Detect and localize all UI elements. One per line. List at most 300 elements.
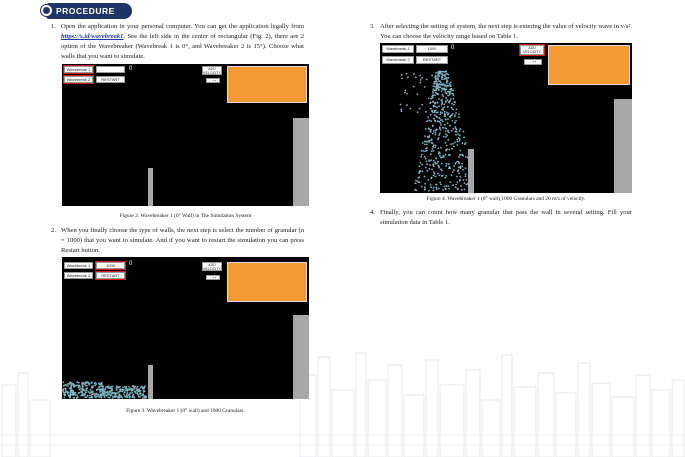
velocity-plus[interactable]: ++ [532, 60, 537, 64]
granular-particle [102, 389, 104, 391]
granular-particle [459, 130, 461, 132]
granular-particle [457, 133, 459, 135]
granular-particle [436, 129, 438, 131]
granular-particle [433, 160, 435, 162]
granular-particle [452, 93, 454, 95]
granular-particle [460, 154, 462, 156]
granular-particle [463, 179, 465, 181]
granular-particle [441, 104, 443, 106]
granular-particle [463, 131, 465, 133]
granular-particle [93, 393, 95, 395]
wavebreak-1-button[interactable]: Wavebreak 1 [64, 66, 93, 73]
granular-particle [435, 72, 437, 74]
granular-particle [444, 142, 446, 144]
simulation-screenshot-fig4 [380, 43, 632, 193]
granular-particle [435, 184, 437, 186]
granular-particle [446, 93, 448, 95]
granular-particle [433, 187, 435, 189]
granular-particle [453, 169, 455, 171]
granular-particle [441, 109, 443, 111]
granular-particle [421, 150, 423, 152]
section-header-label: PROCEDURE [56, 6, 115, 16]
granular-particle [433, 163, 435, 165]
granular-particle [438, 74, 440, 76]
granular-particle [434, 102, 436, 104]
header-bullet-icon [41, 5, 52, 16]
granular-particle [426, 141, 428, 143]
granular-particle [99, 394, 101, 396]
pass-counter: 0 [451, 45, 455, 51]
granular-particle [445, 175, 447, 177]
granular-particle [407, 76, 409, 78]
granular-particle [432, 142, 434, 144]
granular-particle [116, 389, 118, 391]
restart-button[interactable]: RESTART [416, 56, 448, 64]
granular-particle [91, 397, 93, 399]
granular-particle [78, 387, 80, 389]
granular-particle [84, 383, 86, 385]
granular-particle [442, 83, 444, 85]
granular-particle [433, 190, 435, 192]
granular-particle [440, 184, 442, 186]
granular-particle [438, 80, 440, 82]
granular-particle [97, 388, 99, 390]
granular-particle [122, 387, 124, 389]
granular-particle [441, 99, 443, 101]
granular-particle [431, 138, 433, 140]
granular-particle [455, 134, 457, 136]
granular-particle [438, 137, 440, 139]
granular-particle [63, 397, 65, 399]
granular-particle [65, 384, 67, 386]
granular-particle [436, 81, 438, 83]
wavebreak-2-button[interactable]: Wavebreak 2 [382, 56, 414, 64]
granular-particle [445, 150, 447, 152]
granular-particle [434, 114, 436, 116]
granular-particle [453, 165, 455, 167]
granular-particle [67, 393, 69, 395]
granular-particle [445, 128, 447, 130]
granular-particle [439, 182, 441, 184]
granular-particle [103, 392, 105, 394]
granular-particle [447, 130, 449, 132]
granular-particle [446, 163, 448, 165]
granular-particle [139, 393, 141, 395]
granular-particle [439, 152, 441, 154]
granular-particle [439, 175, 441, 177]
granular-particle [456, 144, 458, 146]
granular-particle [400, 109, 402, 111]
wavebreak-2-button[interactable]: Wavebreak 2 [64, 76, 93, 83]
granular-particle [70, 394, 72, 396]
granular-particle [406, 93, 408, 95]
granular-particle [435, 110, 437, 112]
velocity-stepper[interactable] [206, 78, 220, 83]
granular-particle [445, 188, 447, 190]
granular-particle [455, 120, 457, 122]
granular-particle [449, 92, 451, 94]
granular-particle [420, 170, 422, 172]
granular-particle [139, 396, 141, 398]
granular-particle [440, 71, 442, 73]
granular-particle [129, 392, 131, 394]
granular-particle [108, 391, 110, 393]
granular-particle [454, 122, 456, 124]
add-velocity-label-2: VELOCITY [523, 50, 541, 55]
granular-particle [444, 85, 446, 87]
granular-particle [441, 88, 443, 90]
restart-button[interactable]: RESTART [96, 272, 125, 279]
wavebreak-1-button[interactable]: Wavebreak 1 [64, 262, 93, 269]
granular-particle [450, 93, 452, 95]
granular-particle [404, 92, 406, 94]
granular-particle [444, 186, 446, 188]
granular-particle [460, 166, 462, 168]
granular-particle [431, 177, 433, 179]
granular-particle [424, 144, 426, 146]
velocity-plus[interactable]: ++ [212, 276, 217, 280]
granular-particle [430, 114, 432, 116]
granular-particle [458, 163, 460, 165]
granular-particle [430, 184, 432, 186]
granular-particle [446, 77, 448, 79]
granular-particle [101, 393, 103, 395]
granular-particle [424, 156, 426, 158]
granular-particle [438, 188, 440, 190]
granular-particle [421, 77, 423, 79]
granular-particle [123, 393, 125, 395]
granular-particle [443, 106, 445, 108]
granular-particle [417, 177, 419, 179]
step-2 [51, 226, 304, 256]
granular-particle [410, 108, 412, 110]
granular-particle [426, 160, 428, 162]
right-boundary-wall [293, 118, 309, 206]
granular-particle [442, 94, 444, 96]
granular-particle [126, 393, 128, 395]
granular-particle [461, 166, 463, 168]
granular-particle [447, 122, 449, 124]
velocity-minus[interactable]: - [209, 79, 211, 83]
granular-particle [449, 149, 451, 151]
granular-particle [431, 169, 433, 171]
granular-particle [465, 179, 467, 181]
granular-particle [96, 393, 98, 395]
pass-counter: 0 [129, 66, 133, 72]
granular-particle [432, 125, 434, 127]
granular-particle [445, 101, 447, 103]
granular-particle [443, 156, 445, 158]
granular-particle [448, 167, 450, 169]
granular-particle [451, 90, 453, 92]
granular-particle [142, 394, 144, 396]
granular-particle [444, 75, 446, 77]
granular-particle [430, 108, 432, 110]
granular-particle [453, 104, 455, 106]
step-number: 4. [370, 209, 375, 216]
granular-particle [143, 390, 145, 392]
granular-particle [457, 141, 459, 143]
granular-particle [441, 84, 443, 86]
granular-particle [447, 95, 449, 97]
granular-particles [62, 257, 309, 399]
granular-particle [436, 116, 438, 118]
granular-particle [70, 387, 72, 389]
wavebreaker-wall [148, 365, 153, 399]
granular-particle [413, 73, 415, 75]
granular-particle [103, 396, 105, 398]
granular-particle [112, 397, 114, 399]
granular-particle [431, 150, 433, 152]
granular-particle [464, 182, 466, 184]
velocity-minus[interactable]: - [529, 60, 531, 64]
granular-particle [434, 173, 436, 175]
granular-particle [406, 104, 408, 106]
granular-particle [436, 106, 438, 108]
step-number: 2. [51, 227, 56, 234]
granular-particle [446, 99, 448, 101]
granular-particle [449, 90, 451, 92]
granular-particle [130, 388, 132, 390]
granular-particle [447, 185, 449, 187]
wavebreak-1-button[interactable]: Wavebreak 1 [382, 45, 414, 53]
granular-particle [424, 150, 426, 152]
granular-particle [425, 158, 427, 160]
granular-particle [448, 101, 450, 103]
granular-particle [119, 388, 121, 390]
granular-particle [452, 120, 454, 122]
granular-count-input[interactable] [96, 66, 125, 73]
velocity-minus[interactable]: - [209, 276, 211, 280]
granular-particle [458, 169, 460, 171]
granular-particle [134, 391, 136, 393]
granular-particle [420, 79, 422, 81]
granular-particle [438, 98, 440, 100]
granular-particle [446, 185, 448, 187]
granular-particle [95, 383, 97, 385]
granular-particle [428, 120, 430, 122]
granular-particle [122, 389, 124, 391]
granular-particle [437, 173, 439, 175]
granular-particle [105, 388, 107, 390]
app-link[interactable]: https://s.id/wavebreak1 [61, 32, 124, 40]
add-velocity-button[interactable] [202, 66, 222, 75]
granular-particle [440, 122, 442, 124]
granular-particle [420, 156, 422, 158]
granular-particle [124, 386, 126, 388]
granular-particle [87, 395, 89, 397]
granular-particle [436, 187, 438, 189]
granular-particle [437, 77, 439, 79]
granular-particle [440, 147, 442, 149]
wavebreaker-wall [468, 149, 474, 193]
granular-particle [140, 394, 142, 396]
granular-particle [458, 113, 460, 115]
granular-particle [458, 167, 460, 169]
granular-particle [124, 391, 126, 393]
wavebreak-2-button[interactable]: Wavebreak 2 [64, 272, 93, 279]
granular-particle [462, 142, 464, 144]
granular-particle [434, 161, 436, 163]
granular-particle [441, 90, 443, 92]
granular-particle [99, 391, 101, 393]
granular-particle [451, 148, 453, 150]
granular-particle [80, 395, 82, 397]
granular-particle [451, 130, 453, 132]
granular-particle [455, 162, 457, 164]
step-1 [51, 22, 304, 62]
granular-particle [442, 189, 444, 191]
granular-particle [454, 114, 456, 116]
granular-particle [435, 120, 437, 122]
granular-particle [433, 86, 435, 88]
step-4 [370, 208, 632, 228]
granular-particle [400, 104, 402, 106]
granular-particle [108, 397, 110, 399]
granular-particle [447, 118, 449, 120]
add-velocity-label-1: ADD [208, 263, 216, 267]
granular-particle [76, 394, 78, 396]
granular-particle [82, 386, 84, 388]
velocity-plus[interactable]: ++ [212, 79, 217, 83]
granular-particle [419, 108, 421, 110]
granular-particle [82, 383, 84, 385]
granular-particle [443, 78, 445, 80]
granular-particle [68, 395, 70, 397]
granular-particle [133, 394, 135, 396]
granular-particle [432, 148, 434, 150]
granular-particle [459, 135, 461, 137]
granular-particle [440, 82, 442, 84]
right-boundary-wall [614, 99, 632, 193]
granular-particle [442, 127, 444, 129]
granular-particle [428, 98, 430, 100]
granular-particle [456, 176, 458, 178]
granular-particle [434, 111, 436, 113]
granular-particle [449, 181, 451, 183]
granular-particle [446, 82, 448, 84]
granular-particle [457, 188, 459, 190]
granular-particle [401, 110, 403, 112]
granular-particle [119, 391, 121, 393]
granular-particle [442, 71, 444, 73]
wavebreaker-wall [148, 168, 153, 206]
granular-particle [117, 392, 119, 394]
granular-particle [433, 118, 435, 120]
granular-particle [434, 94, 436, 96]
granular-particle [424, 188, 426, 190]
granular-particle [131, 392, 133, 394]
granular-particle [435, 106, 437, 108]
granular-particle [422, 142, 424, 144]
granular-particle [428, 190, 430, 192]
step-number: 3. [370, 23, 375, 30]
granular-particle [452, 143, 454, 145]
granular-particle [451, 107, 453, 109]
granular-particle [449, 125, 451, 127]
granular-particle [454, 142, 456, 144]
granular-particle [458, 172, 460, 174]
granular-particle [448, 139, 450, 141]
granular-particle [433, 175, 435, 177]
granular-particle [437, 161, 439, 163]
granular-particle [87, 381, 89, 383]
granular-particle [106, 395, 108, 397]
granular-particle [451, 174, 453, 176]
granular-count-input[interactable]: 1000 [96, 262, 125, 269]
granular-particle [430, 98, 432, 100]
granular-particle [62, 390, 64, 392]
granular-particle [74, 393, 76, 395]
granular-particle [71, 382, 73, 384]
granular-particle [132, 388, 134, 390]
granular-particle [85, 385, 87, 387]
granular-particle [144, 395, 146, 397]
step-text-b: . See the left side in the center of rectangular (Fig. 2), there are 2 option of the Wavebreaker (Wavebreak 1 is 0°, and Wavebreaker 2 is 15°). Choose what walls that you want to simulate. [61, 32, 304, 60]
granular-particle [415, 77, 417, 79]
granular-particle [415, 180, 417, 182]
granular-particle [79, 387, 81, 389]
granular-particle [421, 186, 423, 188]
simulation-screenshot-fig2 [62, 64, 309, 206]
granular-particle [462, 169, 464, 171]
granular-particle [439, 117, 441, 119]
granular-particle [438, 166, 440, 168]
granular-particle [440, 129, 442, 131]
granular-particle [441, 78, 443, 80]
granular-particle [415, 182, 417, 184]
granular-particle [457, 181, 459, 183]
granular-particle [434, 76, 436, 78]
granular-particle [442, 121, 444, 123]
granular-particle [440, 157, 442, 159]
granular-particle [114, 395, 116, 397]
granular-particle [439, 155, 441, 157]
granular-particle [443, 136, 445, 138]
granular-particle [420, 82, 422, 84]
granular-particle [117, 396, 119, 398]
granular-particle [138, 388, 140, 390]
granular-particle [137, 386, 139, 388]
granular-particle [433, 88, 435, 90]
figure-2-caption: Figure 2. Wavebreaker 1 (0° Wall) in The Simulation System [119, 213, 252, 219]
granular-particle [76, 397, 78, 399]
granular-particle [460, 128, 462, 130]
granular-particle [455, 184, 457, 186]
granular-particle [86, 387, 88, 389]
granular-particle [447, 85, 449, 87]
granular-particle [425, 148, 427, 150]
granular-particle [421, 104, 423, 106]
velocity-display-panel [227, 66, 307, 103]
granular-particle [145, 397, 147, 399]
granular-particle [144, 385, 146, 387]
granular-particle [465, 167, 467, 169]
granular-count-input[interactable]: 1000 [416, 45, 448, 53]
granular-particle [424, 176, 426, 178]
granular-particle [64, 387, 66, 389]
granular-particle [458, 161, 460, 163]
granular-particle [90, 389, 92, 391]
granular-particle [125, 389, 127, 391]
granular-particle [440, 124, 442, 126]
granular-particle [79, 392, 81, 394]
granular-particle [420, 162, 422, 164]
granular-particle [440, 119, 442, 121]
granular-particle [452, 184, 454, 186]
step-3 [370, 22, 632, 42]
restart-button[interactable]: RESTART [96, 76, 125, 83]
